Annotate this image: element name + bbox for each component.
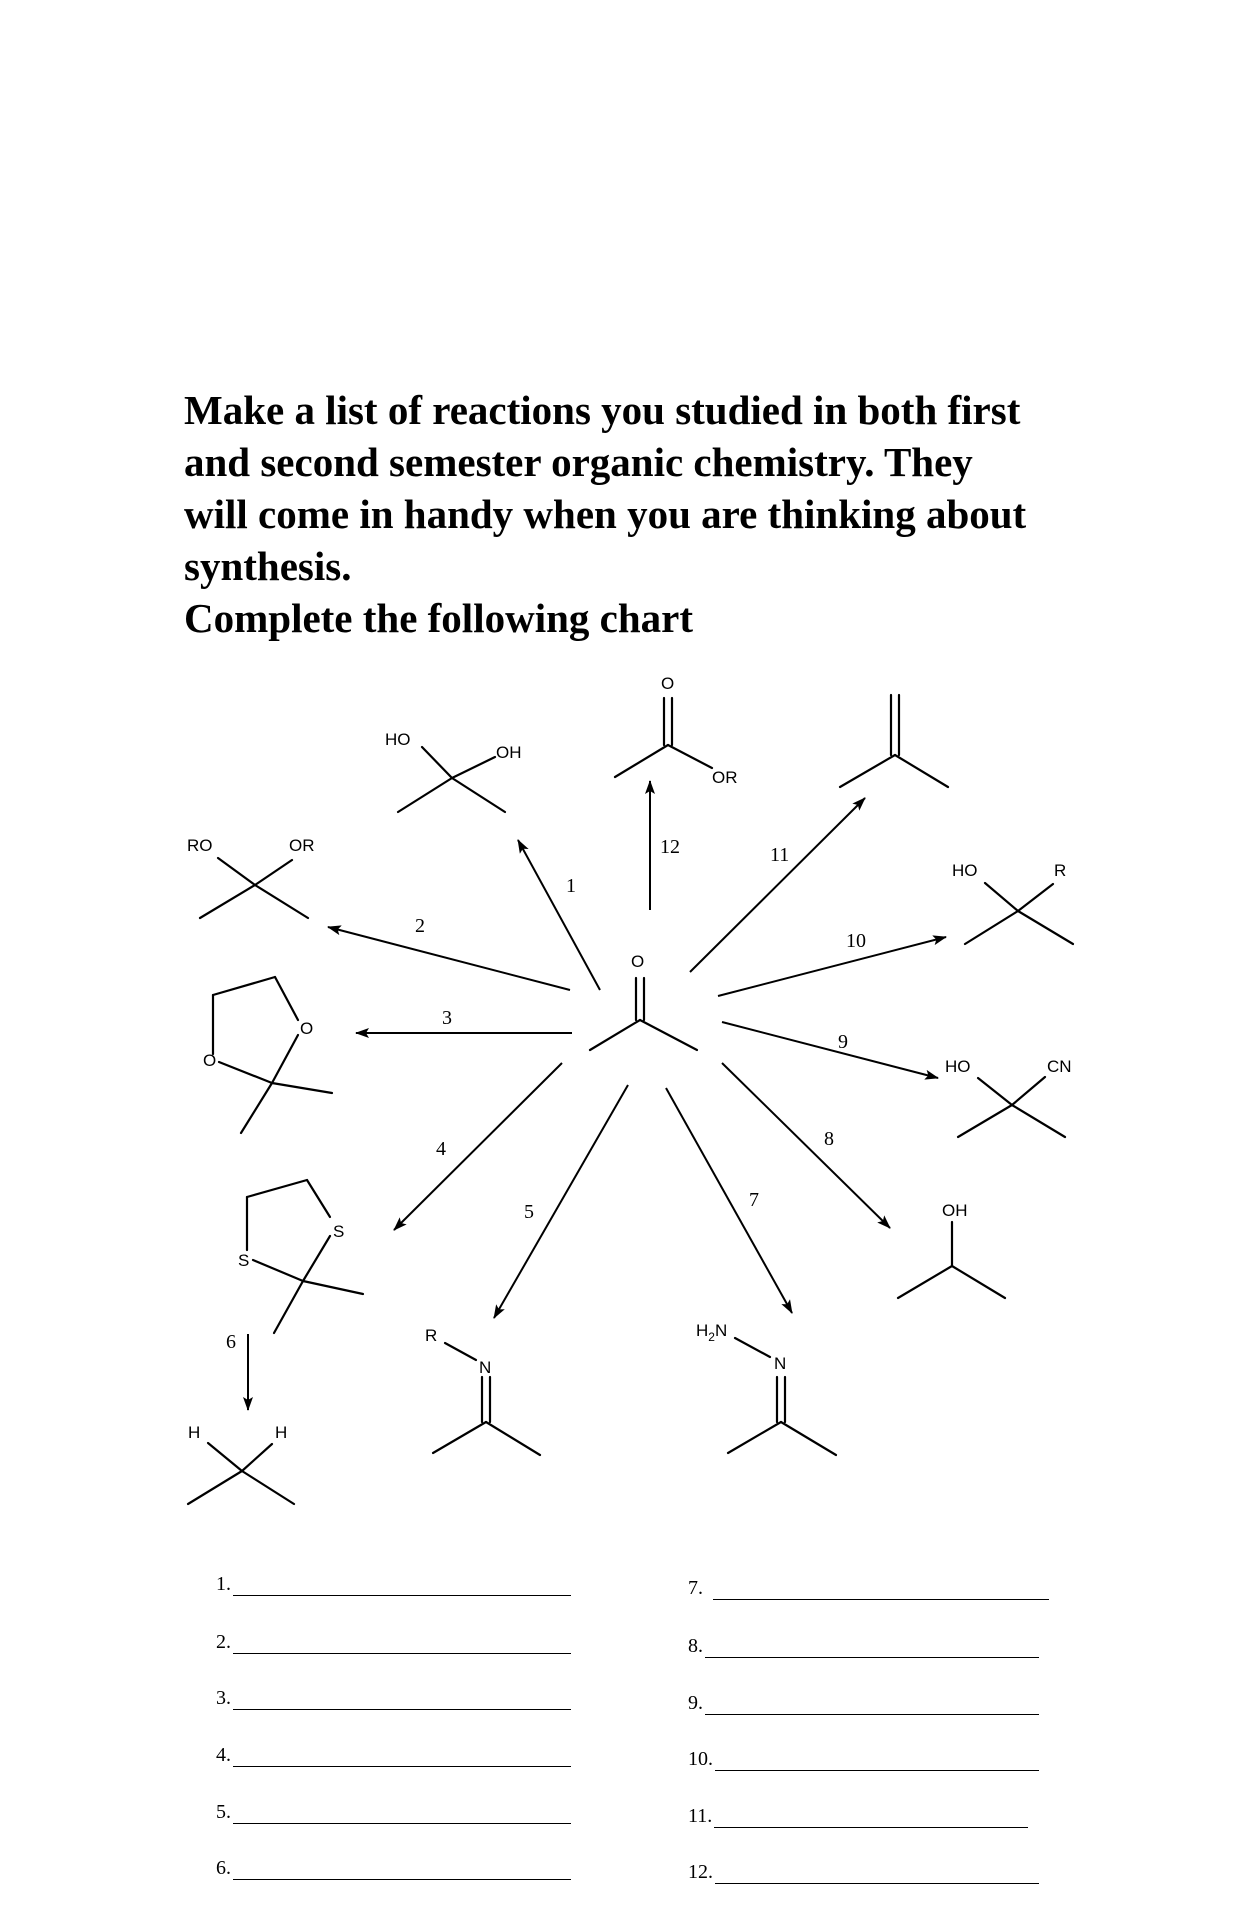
arrow-9 (722, 1022, 938, 1078)
answer-row-10 (688, 1748, 1039, 1771)
ho-label: HO (945, 1057, 971, 1076)
answer-blank-10[interactable] (715, 1752, 1039, 1771)
answer-number: 3. (216, 1687, 231, 1709)
answer-row-2 (216, 1631, 571, 1654)
instruction-line: and second semester organic chemistry. They (184, 439, 973, 485)
answer-blank-11[interactable] (714, 1809, 1028, 1828)
diol-structure (385, 730, 522, 812)
h2n-label: $H_2N$ (696, 1321, 728, 1344)
or-label: OR (712, 768, 738, 787)
secondary-alcohol-structure (898, 1201, 1005, 1298)
arrow-7 (666, 1088, 792, 1313)
sulfur-label: S (238, 1251, 250, 1270)
answer-row-7 (688, 1577, 1049, 1600)
arrow-1 (518, 840, 600, 990)
alkene-structure (840, 695, 948, 787)
r-label: R (425, 1326, 438, 1345)
answer-number: 11. (688, 1805, 713, 1827)
answer-number: 6. (216, 1857, 231, 1879)
answer-blank-1[interactable] (233, 1577, 571, 1596)
answer-row-3 (216, 1687, 571, 1710)
cyanohydrin-structure (945, 1057, 1072, 1137)
answer-number: 5. (216, 1801, 231, 1823)
r-label: R (1054, 861, 1067, 880)
answer-number: 2. (216, 1631, 231, 1653)
answer-number: 10. (688, 1748, 713, 1770)
hydrazone-structure (696, 1321, 836, 1455)
hydrogen-label: H (188, 1423, 201, 1442)
reaction-arrows (248, 781, 946, 1410)
nitrogen-label: N (774, 1354, 787, 1373)
answer-blank-6[interactable] (233, 1861, 571, 1880)
arrow-4 (394, 1063, 562, 1230)
arrow-5 (494, 1085, 628, 1318)
answer-blank-12[interactable] (715, 1865, 1039, 1884)
instruction-line: Make a list of reactions you studied in both first (184, 387, 1021, 433)
dithiolane-structure (238, 1180, 363, 1333)
answer-number: 9. (688, 1692, 703, 1714)
alkane-structure (188, 1423, 294, 1504)
arrow-label-7: 7 (749, 1189, 759, 1211)
answer-row-9 (688, 1692, 1039, 1715)
arrow-label-1: 1 (566, 875, 576, 897)
oxygen-label: O (203, 1051, 217, 1070)
arrow-label-8: 8 (824, 1128, 834, 1150)
oxygen-label: O (631, 952, 645, 971)
answer-blank-5[interactable] (233, 1805, 571, 1824)
oh-label: OH (496, 743, 522, 762)
answer-row-4 (216, 1744, 571, 1767)
answer-row-11 (688, 1805, 1028, 1828)
instruction-line: synthesis. (184, 543, 352, 589)
answer-row-6 (216, 1857, 571, 1880)
answer-row-1 (216, 1573, 571, 1596)
answer-blank-4[interactable] (233, 1748, 571, 1767)
arrow-label-6: 6 (226, 1331, 236, 1353)
arrow-label-9: 9 (838, 1031, 848, 1053)
ho-label: HO (952, 861, 978, 880)
answer-row-12 (688, 1861, 1039, 1884)
cn-label: CN (1047, 1057, 1072, 1076)
instruction-line: will come in handy when you are thinking about (184, 491, 1027, 537)
dioxolane-structure (203, 977, 332, 1133)
oxygen-label: O (661, 674, 675, 693)
answer-number: 4. (216, 1744, 231, 1766)
ho-label: HO (385, 730, 411, 749)
answer-number: 7. (688, 1577, 703, 1599)
arrow-label-10: 10 (846, 930, 866, 952)
acetal-structure (187, 836, 315, 918)
oxygen-label: O (300, 1019, 314, 1038)
answer-row-5 (216, 1801, 571, 1824)
instruction-line: Complete the following chart (184, 595, 693, 641)
answer-number: 1. (216, 1573, 231, 1595)
answer-blank-2[interactable] (233, 1635, 571, 1654)
nitrogen-label: N (479, 1358, 492, 1377)
arrow-label-4: 4 (436, 1138, 446, 1160)
arrow-label-11: 11 (770, 844, 790, 866)
answer-number: 8. (688, 1635, 703, 1657)
arrow-8 (722, 1063, 890, 1228)
ro-label: RO (187, 836, 213, 855)
center-ketone (590, 952, 697, 1050)
answer-blank-8[interactable] (705, 1639, 1039, 1658)
sulfur-label: S (333, 1222, 345, 1241)
arrow-label-2: 2 (415, 915, 425, 937)
answer-number: 12. (688, 1861, 713, 1883)
tertiary-alcohol-structure (952, 861, 1073, 944)
arrow-10 (718, 937, 946, 996)
arrow-11 (690, 798, 865, 972)
arrow-2 (328, 927, 570, 990)
arrow-label-5: 5 (524, 1201, 534, 1223)
answer-row-8 (688, 1635, 1039, 1658)
or-label: OR (289, 836, 315, 855)
imine-structure (425, 1326, 540, 1455)
answer-blank-7[interactable] (713, 1581, 1049, 1600)
hydrogen-label: H (275, 1423, 288, 1442)
arrow-label-12: 12 (660, 836, 680, 858)
answer-blank-9[interactable] (705, 1696, 1039, 1715)
ester-structure (615, 674, 738, 787)
oh-label: OH (942, 1201, 968, 1220)
arrow-label-3: 3 (442, 1007, 452, 1029)
answer-blank-3[interactable] (233, 1691, 571, 1710)
